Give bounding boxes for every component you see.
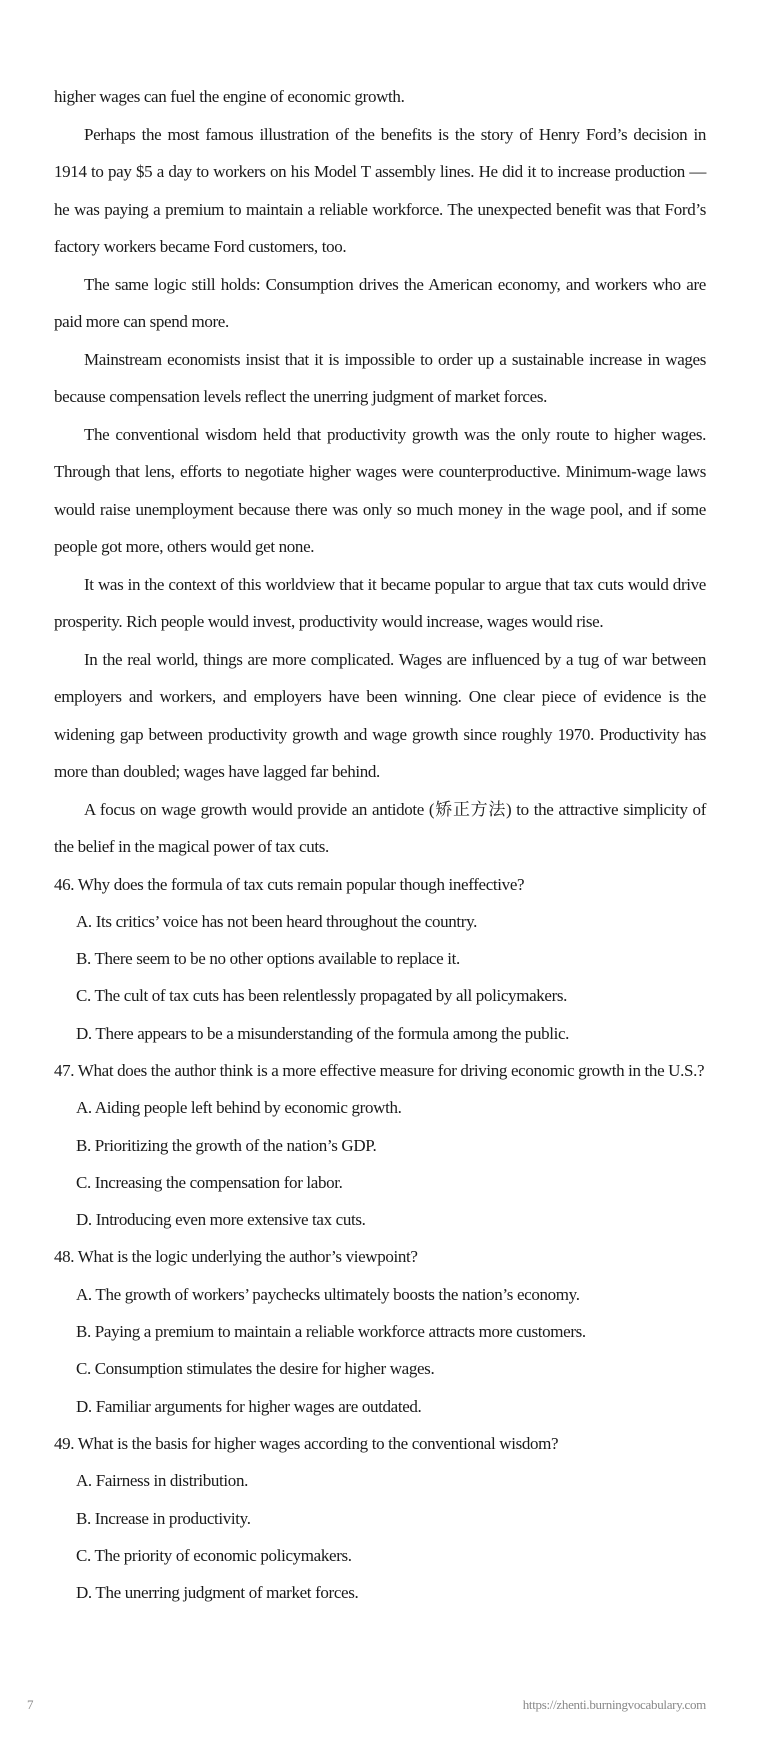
question-list [54,866,706,1612]
source-url[interactable]: https://zhenti.burningvocabulary.com [522,1697,706,1712]
answer-option-d: D. The unerring judgment of market forces. [76,1583,359,1603]
answer-option-b: B. There seem to be no other options available to replace it. [76,949,460,969]
passage-paragraph: The same logic still holds: Consumption drives the American economy, and workers who are paid more can spend more. [54,274,706,331]
passage-paragraph: The conventional wisdom held that productivity growth was the only route to higher wages. Through that lens, efforts to negotiate higher wages were counterproductive. Minimum-wage laws would raise unemployment because there was only so much money in the wage pool, and if some people got more, others would get none. [54,424,706,556]
question-stem: 46. Why does the formula of tax cuts remain popular though ineffective? [54,874,525,894]
answer-option-c: C. The priority of economic policymakers. [76,1545,352,1565]
question-stem: 47. What does the author think is a more effective measure for driving economic growth in the U.S.? [54,1060,705,1080]
answer-option-a: A. Its critics’ voice has not been heard throughout the country. [76,911,478,931]
answer-option-d: D. There appears to be a misunderstanding of the formula among the public. [76,1023,570,1043]
passage-paragraph: Perhaps the most famous illustration of the benefits is the story of Henry Ford’s decision in 1914 to pay $5 a day to workers on his Model T assembly lines. He did it to increase production — he was paying a premium to maintain a reliable workforce. The unexpected benefit was that Ford’s factory workers became Ford customers, too. [54,124,706,256]
answer-option-a: A. Fairness in distribution. [76,1471,249,1491]
passage-paragraph: A focus on wage growth would provide an antidote (矫正方法) to the attractive simplicity of the belief in the magical power of tax cuts. [54,799,706,856]
answer-option-b: B. Paying a premium to maintain a reliable workforce attracts more customers. [76,1322,586,1342]
answer-option-d: D. Introducing even more extensive tax cuts. [76,1210,366,1230]
question-stem: 49. What is the basis for higher wages according to the conventional wisdom? [54,1433,559,1453]
passage-paragraph: It was in the context of this worldview that it became popular to argue that tax cuts would drive prosperity. Rich people would invest, productivity would increase, wages would rise. [54,574,706,631]
answer-option-a: A. The growth of workers’ paychecks ultimately boosts the nation’s economy. [76,1284,580,1304]
passage-paragraph: higher wages can fuel the engine of economic growth. [54,87,405,106]
passage [54,78,706,866]
answer-option-c: C. Consumption stimulates the desire for higher wages. [76,1359,435,1379]
answer-option-b: B. Prioritizing the growth of the nation’s GDP. [76,1135,377,1155]
question-49 [54,1425,706,1611]
passage-paragraph: In the real world, things are more complicated. Wages are influenced by a tug of war between employers and workers, and employers have been winning. One clear piece of evidence is the widening gap between productivity growth and wage growth since roughly 1970. Productivity has more than doubled; wages have lagged far behind. [54,649,706,781]
answer-option-d: D. Familiar arguments for higher wages are outdated. [76,1396,422,1416]
page-number: 7 [27,1697,34,1712]
document-page [54,78,706,1611]
question-stem: 48. What is the logic underlying the author’s viewpoint? [54,1247,418,1267]
answer-option-b: B. Increase in productivity. [76,1508,251,1528]
question-47 [54,1052,706,1238]
answer-option-c: C. The cult of tax cuts has been relentlessly propagated by all policymakers. [76,986,568,1006]
passage-paragraph: Mainstream economists insist that it is impossible to order up a sustainable increase in wages because compensation levels reflect the unerring judgment of market forces. [54,349,706,406]
question-48 [54,1238,706,1424]
answer-option-c: C. Increasing the compensation for labor. [76,1172,343,1192]
answer-option-a: A. Aiding people left behind by economic growth. [76,1098,402,1118]
question-46 [54,866,706,1052]
